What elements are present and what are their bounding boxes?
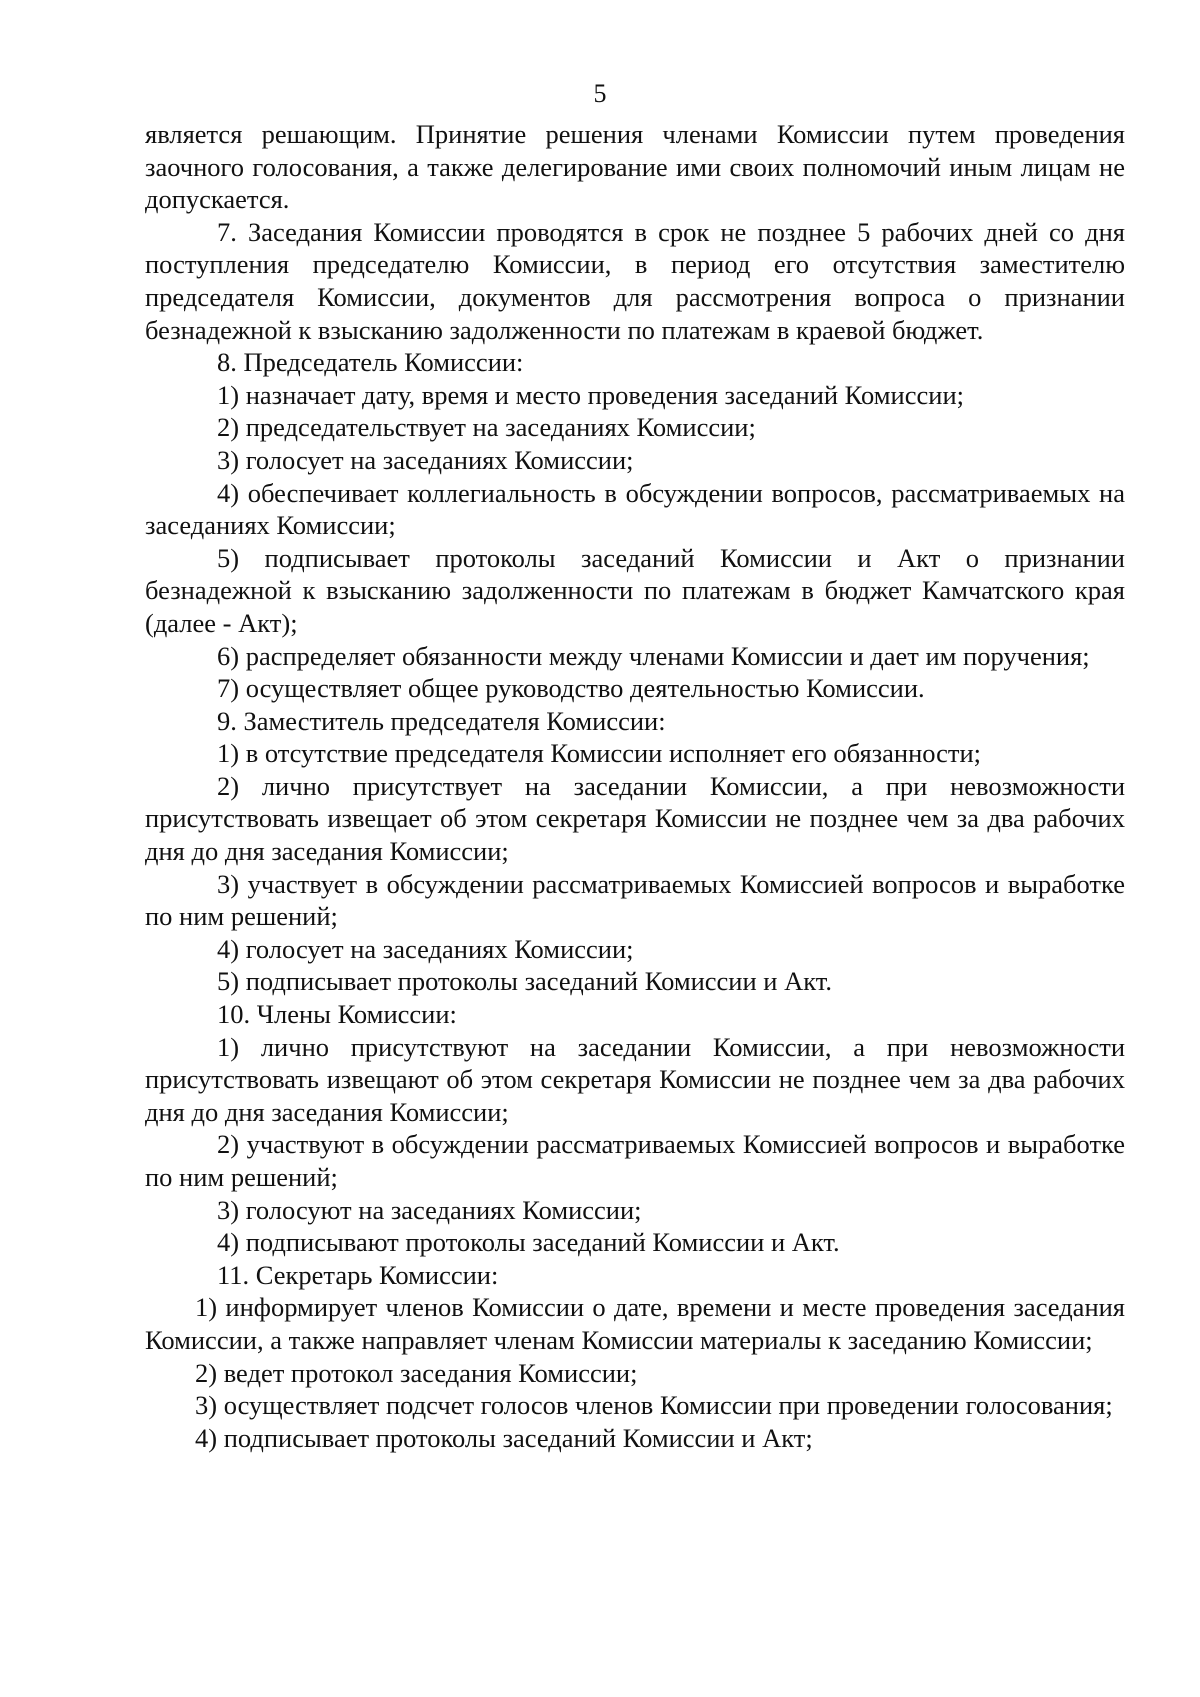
list-item-8-3: 3) голосует на заседаниях Комиссии; xyxy=(217,444,634,475)
list-item-8-4: 4) обеспечивает коллегиальность в обсуждении вопросов, рассматриваемых на заседаниях Комиссии; xyxy=(145,477,1125,541)
page-number: 5 xyxy=(593,79,607,108)
list-item-10-3: 3) голосуют на заседаниях Комиссии; xyxy=(217,1194,642,1225)
list-item-8-5: 5) подписывает протоколы заседаний Комиссии и Акт о признании безнадежной к взысканию задолженности по платежам в бюджет Камчатского края (далее - Акт); xyxy=(145,542,1125,638)
list-item-8-7: 7) осуществляет общее руководство деятельностью Комиссии. xyxy=(217,673,925,704)
list-item-9-4: 4) голосует на заседаниях Комиссии; xyxy=(217,933,634,964)
list-item-10-2: 2) участвуют в обсуждении рассматриваемых Комиссией вопросов и выработке по ним решений; xyxy=(145,1129,1125,1192)
list-item-8-6: 6) распределяет обязанности между членами Комиссии и дает им поручения; xyxy=(217,640,1090,671)
paragraph-item-7: 7. Заседания Комиссии проводятся в срок не позднее 5 рабочих дней со дня поступления председателю Комиссии, в период его отсутствия заместителю председателя Комиссии, документов для рассмотрения вопроса о признании безнадежной к взысканию задолженности по платежам в краевой бюджет. xyxy=(145,216,1125,345)
list-item-8-2: 2) председательствует на заседаниях Комиссии; xyxy=(217,412,756,443)
paragraph-item-11-heading: 11. Секретарь Комиссии: xyxy=(217,1259,499,1290)
document-body xyxy=(145,118,1125,1454)
list-item-9-3: 3) участвует в обсуждении рассматриваемых Комиссией вопросов и выработке по ним решений; xyxy=(145,868,1125,932)
list-item-10-1: 1) лично присутствуют на заседании Комиссии, а при невозможности присутствовать извещают об этом секретаря Комиссии не позднее чем за два рабочих дня до дня заседания Комиссии; xyxy=(145,1031,1125,1127)
list-item-9-2: 2) лично присутствует на заседании Комиссии, а при невозможности присутствовать извещает об этом секретаря Комиссии не позднее чем за два рабочих дня до дня заседания Комиссии; xyxy=(145,770,1125,867)
list-item-11-3: 3) осуществляет подсчет голосов членов Комиссии при проведении голосования; xyxy=(195,1390,1113,1421)
list-item-11-2: 2) ведет протокол заседания Комиссии; xyxy=(195,1357,638,1388)
list-item-11-4: 4) подписывает протоколы заседаний Комиссии и Акт; xyxy=(195,1422,813,1453)
list-item-10-4: 4) подписывают протоколы заседаний Комиссии и Акт. xyxy=(217,1227,840,1258)
list-item-8-1: 1) назначает дату, время и место проведения заседаний Комиссии; xyxy=(217,379,964,410)
paragraph-deciding-vote: является решающим. Принятие решения членами Комиссии путем проведения заочного голосования, а также делегирование ими своих полномочий иным лицам не допускается. xyxy=(145,119,1125,215)
list-item-11-1: 1) информирует членов Комиссии о дате, времени и месте проведения заседания Комиссии, а также направляет членам Комиссии материалы к заседанию Комиссии; xyxy=(145,1292,1125,1355)
paragraph-item-9-heading: 9. Заместитель председателя Комиссии: xyxy=(217,705,666,736)
list-item-9-1: 1) в отсутствие председателя Комиссии исполняет его обязанности; xyxy=(217,738,982,769)
list-item-9-5: 5) подписывает протоколы заседаний Комиссии и Акт. xyxy=(217,966,832,997)
paragraph-item-10-heading: 10. Члены Комиссии: xyxy=(217,999,457,1030)
paragraph-item-8-heading: 8. Председатель Комиссии: xyxy=(217,347,524,378)
